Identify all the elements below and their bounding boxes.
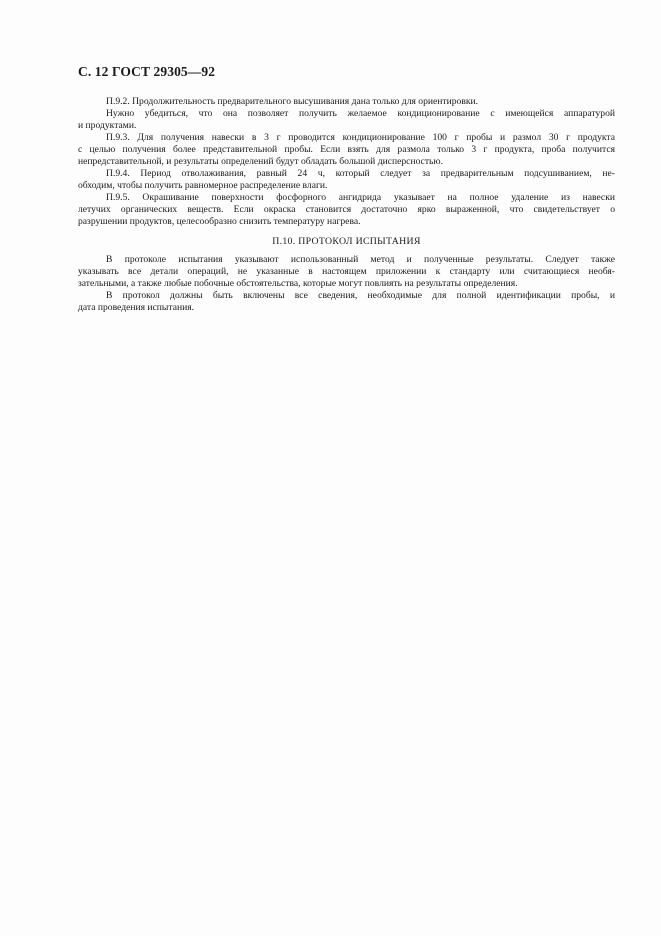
paragraphs-before-section xyxy=(78,96,615,228)
text-line: П.9.3. Для получения навески в 3 г проводится кондиционирование 100 г пробы и размол 30 г продукта xyxy=(106,132,615,143)
paragraph xyxy=(78,132,615,168)
paragraph xyxy=(78,168,615,192)
text-line: П.9.2. Продолжительность предварительного высушивания дана только для ориентировки. xyxy=(106,96,479,107)
text-line: Нужно убедиться, что она позволяет получить желаемое кондиционирование с имеющейся аппаратурой xyxy=(106,108,615,119)
paragraph xyxy=(78,108,615,132)
text-line: с целью получения более представительной пробы. Если взять для размола только 3 г продукта, проба получится xyxy=(78,144,615,155)
paragraph xyxy=(78,96,615,108)
text-line: непредставительной, и результаты определений будут обладать большой дисперсностью. xyxy=(78,156,444,167)
text-line: П.9.5. Окрашивание поверхности фосфорного ангидрида указывает на полное удаление из навески xyxy=(106,192,615,203)
text-line: и продуктами. xyxy=(78,120,137,131)
text-line: П.9.4. Период отволаживания, равный 24 ч, который следует за предварительным подсушиванием, не- xyxy=(106,168,615,179)
text-line: обходим, чтобы получить равномерное распределение влаги. xyxy=(78,180,328,191)
text-line: дата проведения испытания. xyxy=(78,302,195,313)
text-line: разрушении продуктов, целесообразно снизить температуру нагрева. xyxy=(78,216,361,227)
paragraph xyxy=(78,290,615,314)
document-body xyxy=(78,96,615,314)
paragraph xyxy=(78,254,615,290)
paragraphs-after-section xyxy=(78,254,615,314)
text-line: В протокол должны быть включены все сведения, необходимые для полной идентификации пробы, и xyxy=(106,290,615,301)
paragraph xyxy=(78,192,615,228)
section-title: П.10. ПРОТОКОЛ ИСПЫТАНИЯ xyxy=(272,236,421,247)
text-line: указывать все детали операций, не указанные в настоящем приложении к стандарту или считающиеся необя- xyxy=(78,266,615,277)
text-line: зательными, а также любые побочные обстоятельства, которые могут повлиять на результаты определения. xyxy=(78,278,518,289)
page-header: С. 12 ГОСТ 29305—92 xyxy=(78,64,216,79)
text-line: В протоколе испытания указывают использованный метод и полученные результаты. Следует также xyxy=(106,254,615,265)
text-line: летучих органических веществ. Если окраска становится достаточно ярко выраженной, что свидетельствует о xyxy=(78,204,615,215)
